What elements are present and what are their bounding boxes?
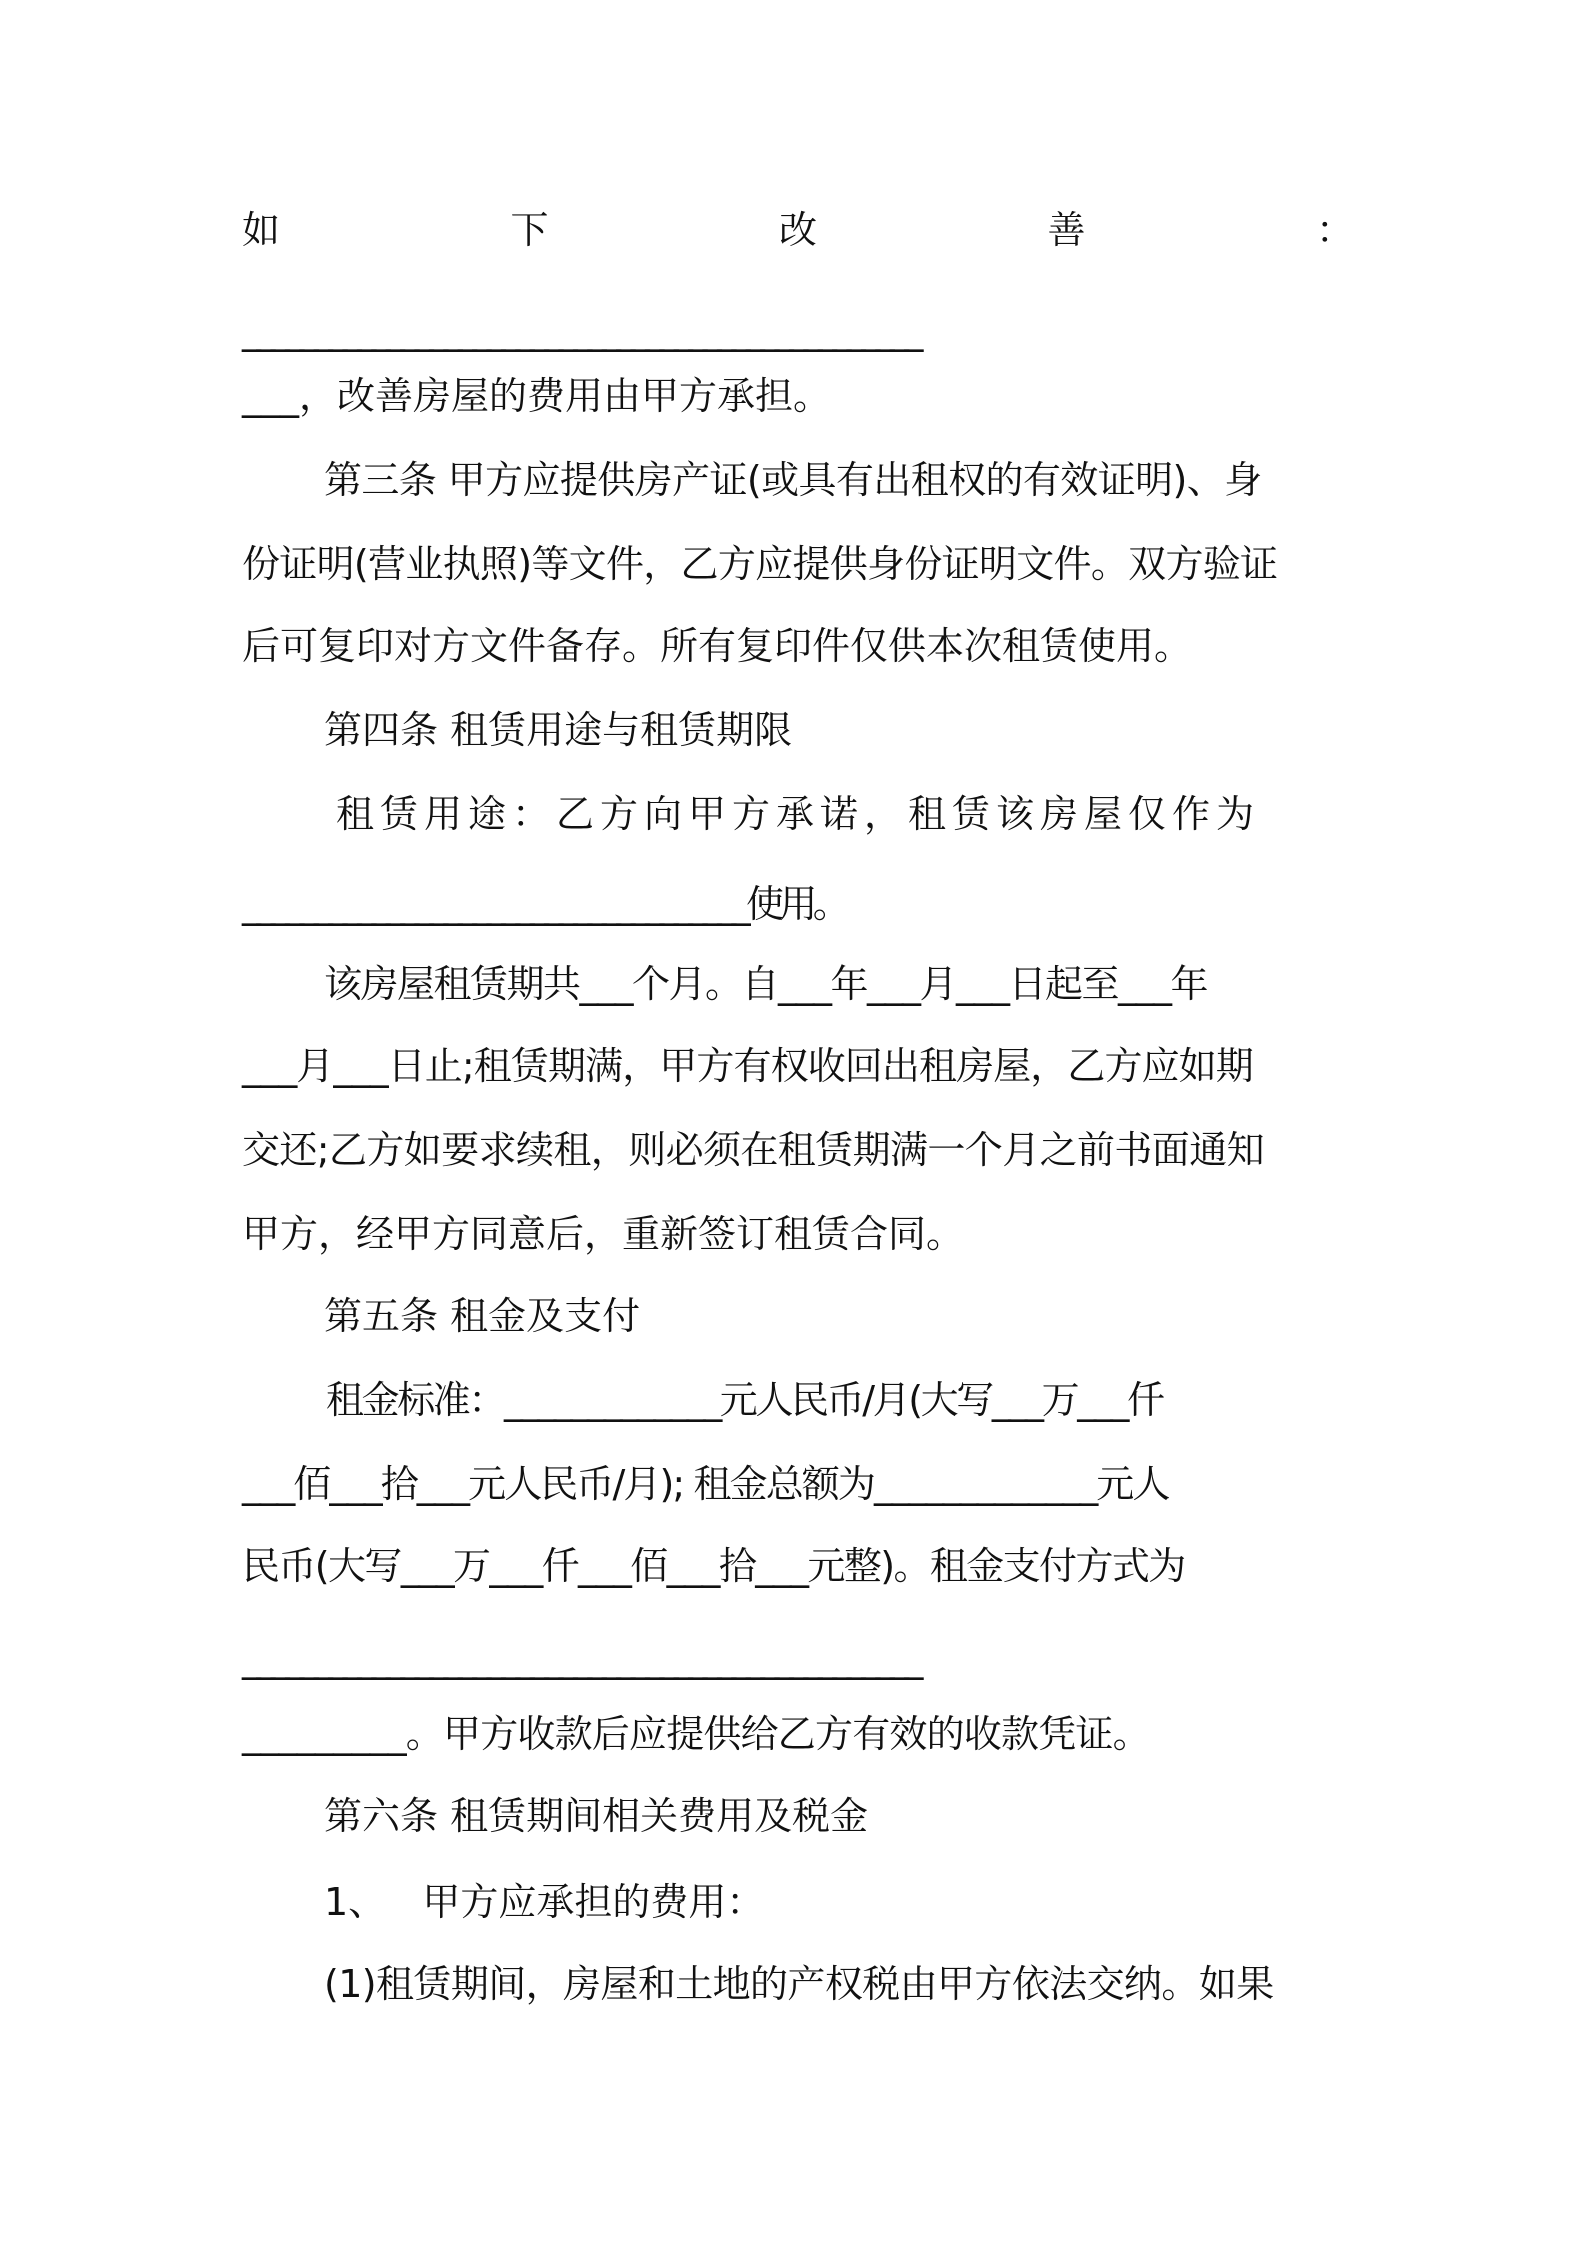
text-line: _________。甲方收款后应提供给乙方有效的收款凭证。 — [242, 1712, 1150, 1756]
rental-purpose-line: 租赁用途：乙方向甲方承诺，租赁该房屋仅作为 — [336, 792, 1261, 836]
heading-char: 善 — [1047, 208, 1086, 252]
lease-term-line: 该房屋租赁期共___个月。自___年___月___日起至___年 — [324, 962, 1208, 1006]
underline-blank: _______________________________________________ — [242, 308, 919, 352]
heading-line — [242, 200, 1354, 260]
heading-char: 下 — [510, 208, 549, 252]
article-3-line: 第三条 甲方应提供房产证(或具有出租权的有效证明)、身 — [324, 458, 1262, 502]
rent-standard-line: 租金标准：_____________元人民币/月(大写___万___仟 — [326, 1378, 1163, 1422]
text-line: ___月___日止;租赁期满，甲方有权收回出租房屋，乙方应如期 — [242, 1044, 1253, 1088]
article-5-heading: 第五条 租金及支付 — [324, 1294, 641, 1338]
article-4-heading: 第四条 租赁用途与租赁期限 — [324, 708, 793, 752]
underline-blank: ___________________________________使用。 — [242, 882, 847, 926]
heading-char: 如 — [242, 208, 281, 252]
text-line: 民币(大写___万___仟___佰___拾___元整)。租金支付方式为 — [242, 1544, 1185, 1588]
text-line: 份证明(营业执照)等文件，乙方应提供身份证明文件。双方验证 — [242, 542, 1278, 586]
text-line: 甲方，经甲方同意后，重新签订租赁合同。 — [242, 1212, 965, 1256]
article-6-heading: 第六条 租赁期间相关费用及税金 — [324, 1794, 869, 1838]
heading-char: 改 — [778, 208, 817, 252]
text-line: ___佰___拾___元人民币/月); 租金总额为_____________元人 — [242, 1462, 1169, 1506]
text-line: 交还;乙方如要求续租，则必须在租赁期满一个月之前书面通知 — [242, 1128, 1265, 1172]
list-item-heading: 1、 甲方应承担的费用： — [324, 1880, 765, 1924]
text-line: 后可复印对方文件备存。所有复印件仅供本次租赁使用。 — [242, 624, 1193, 668]
heading-char: ： — [1315, 208, 1354, 252]
text-line: ___，改善房屋的费用由甲方承担。 — [242, 374, 832, 418]
underline-blank: _______________________________________________ — [242, 1636, 919, 1680]
text-line: (1)租赁期间，房屋和土地的产权税由甲方依法交纳。如果 — [324, 1962, 1274, 2006]
